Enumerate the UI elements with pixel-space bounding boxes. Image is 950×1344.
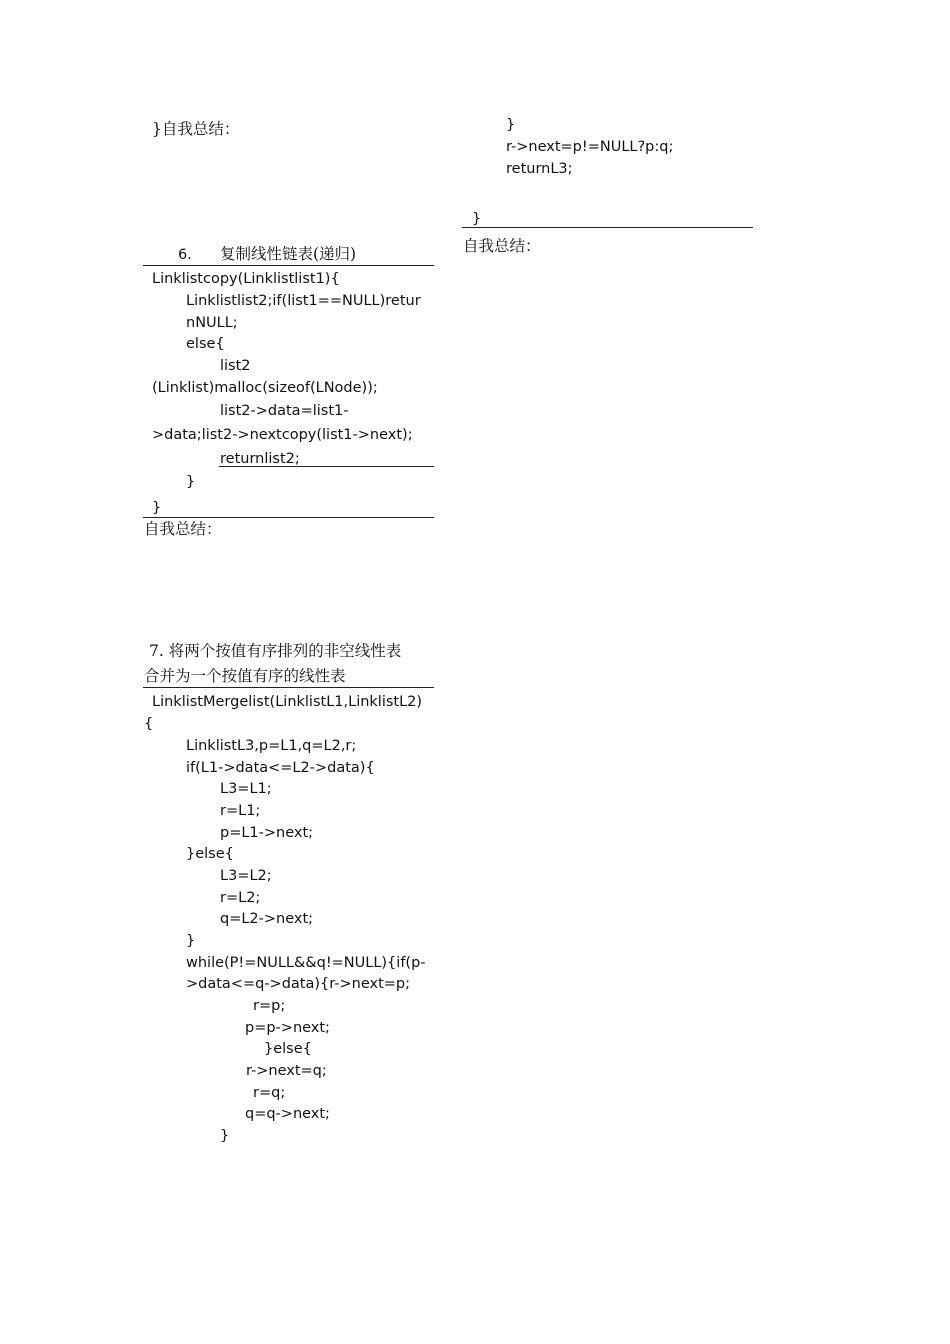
section6-number: 6. [178, 247, 192, 263]
return-rule [219, 466, 434, 467]
section6-summary: 自我总结： [144, 520, 222, 538]
code-line: else{ [186, 336, 225, 352]
section6-end-rule [143, 517, 434, 518]
code-line: list2->data=list1- [220, 403, 349, 419]
code-line: list2 [220, 358, 251, 374]
section6-title-rule [143, 265, 434, 266]
code-line: } [220, 1128, 230, 1144]
right-summary: 自我总结： [463, 237, 541, 255]
section7-title-line2: 合并为一个按值有序的线性表 [144, 667, 346, 685]
code-line: } [506, 117, 516, 133]
code-line: p=L1->next; [220, 825, 314, 841]
code-line: Linklistcopy(Linklistlist1){ [152, 271, 340, 287]
code-line: r->next=q; [246, 1063, 327, 1079]
code-line: >data;list2->nextcopy(list1->next); [152, 427, 413, 443]
code-line: nNULL; [186, 315, 238, 331]
code-line: }else{ [186, 846, 234, 862]
code-line: r=q; [253, 1085, 286, 1101]
code-line: if(L1->data<=L2->data){ [186, 760, 375, 776]
section7-title-line1: 7. 将两个按值有序排列的非空线性表 [149, 642, 402, 660]
code-line: } [186, 933, 196, 949]
code-line: r=L2; [220, 890, 261, 906]
code-line: } [152, 500, 162, 516]
code-line: LinklistL3,p=L1,q=L2,r; [186, 738, 357, 754]
code-line: L3=L1; [220, 781, 272, 797]
code-line: Linklistlist2;if(list1==NULL)retur [186, 293, 421, 309]
code-line: q=L2->next; [220, 911, 314, 927]
code-line: }else{ [264, 1041, 312, 1057]
code-line: returnlist2; [220, 451, 300, 467]
code-line: } [472, 211, 482, 227]
code-line: r->next=p!=NULL?p:q; [506, 139, 674, 155]
code-line: returnL3; [506, 161, 573, 177]
section7-title-rule [143, 687, 434, 688]
code-line: >data<=q->data){r->next=p; [186, 976, 411, 992]
code-line: r=p; [253, 998, 286, 1014]
code-line: LinklistMergelist(LinklistL1,LinklistL2) [152, 694, 423, 710]
code-line: r=L1; [220, 803, 261, 819]
code-line: q=q->next; [245, 1106, 330, 1122]
top-summary: }自我总结： [152, 120, 240, 138]
section6-title: 复制线性链表(递归) [220, 245, 357, 263]
code-line: { [144, 716, 154, 732]
code-line: p=p->next; [245, 1020, 330, 1036]
right-end-rule [462, 227, 753, 228]
code-line: while(P!=NULL&&q!=NULL){if(p- [186, 955, 426, 971]
code-line: (Linklist)malloc(sizeof(LNode)); [152, 380, 378, 396]
code-line: } [186, 474, 196, 490]
code-line: L3=L2; [220, 868, 272, 884]
